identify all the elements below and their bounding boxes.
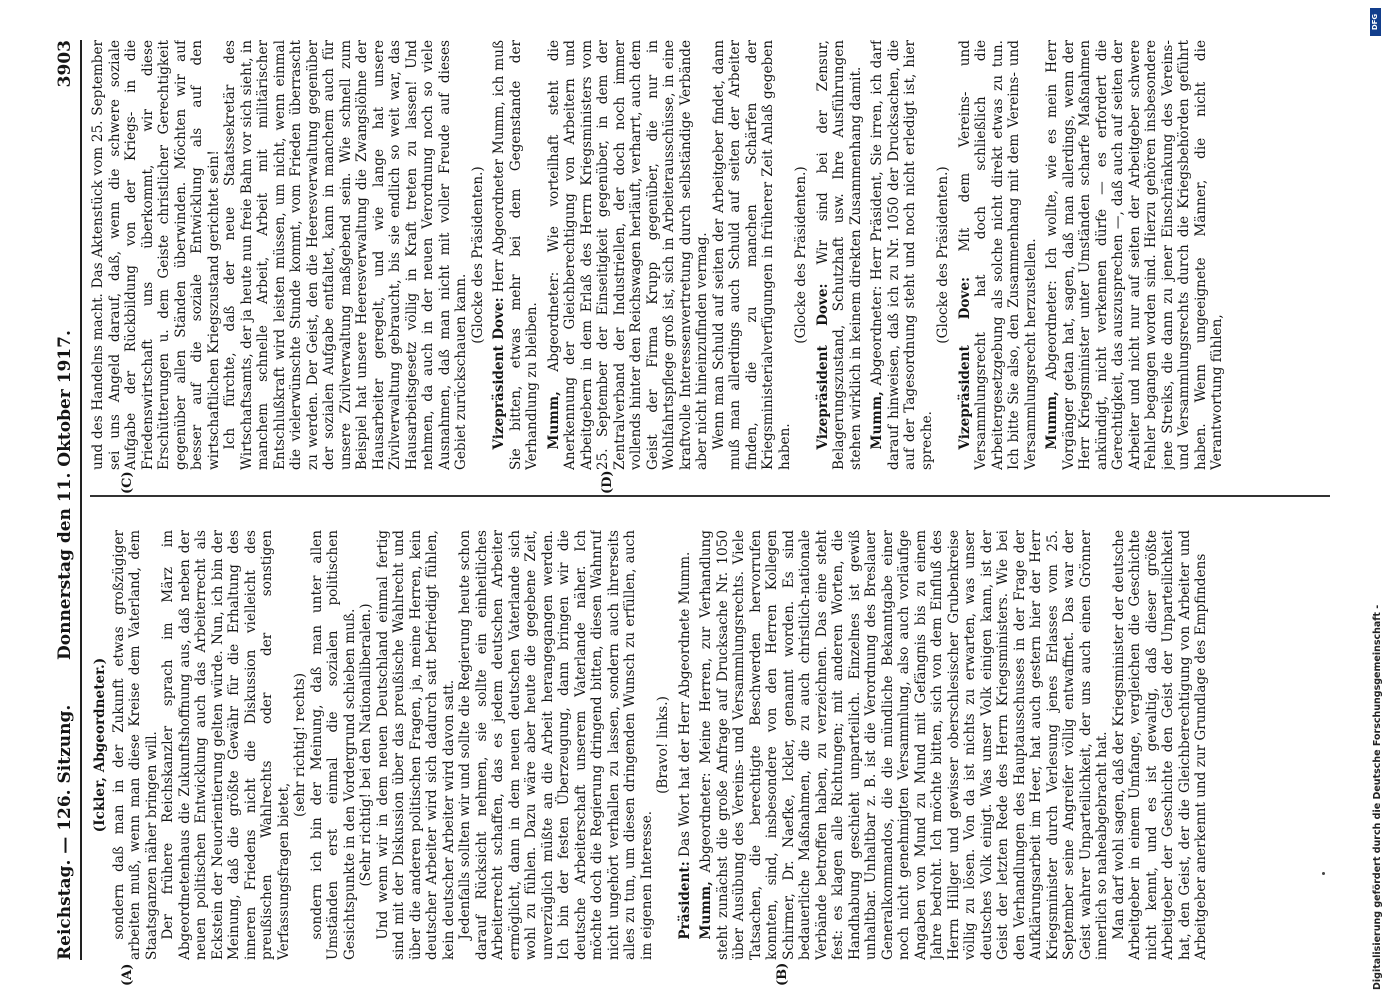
speech-text: Wir sind bei der Zensur, Belagerungszustand, Schutzhaft usw. Ihre Ausführungen stehen wirklich in keinem direkten Zusammenhang damit. (814, 40, 864, 470)
speech-text: Das Wort hat der Herr Abgeordnete Mumm. (676, 551, 693, 857)
speech-text: Abgeordneter: Herr Präsident, Sie irren, ich darf darauf hinweisen, daß ich zu Nr. 1050 der Drucksachen, die auf der Tagesordnung steht und noch nicht erledigt ist, hier spreche. (869, 40, 935, 470)
speaker-name: Vizepräsident Dove: (491, 297, 507, 450)
paragraph: Der frühere Reichskanzler sprach im März im Abgeordnetenhaus die Zukunftshoffnung aus, daß neben der neuen politischen Entwicklung auch das Arbeiterrecht als Eckstein der Neuorientierung gelten würde. Nun, ich bin der Meinung, daß die größte Gewähr für die Erhaltung des inneren Friedens nicht die Diskussion vielleicht des preußischen Wahlrechts oder der sonstigen Verfassungsfragen bietet, (160, 530, 292, 960)
speech-paragraph (491, 40, 541, 470)
paragraph: Ich fürchte, daß der neue Staatssekretär des Wirtschaftsamts, der ja heute nun freie Bahn vor sich sieht, in manchem schnelle Arbeit, Arbeit mit militärischer Entschlußkraft wird leisten müssen, um nicht, wenn einmal die vielerwünschte Stunde kommt, vom Frieden überrascht zu werden. Der Geist, den die Heeresverwaltung gegenüber der sozialen Aufgabe entfaltet, kann in manchem auch für unsere Zivilverwaltung maßgebend sein. Wie schnell zum Beispiel hat unsere Heeresverwaltung die Zwangslöhne der Hausarbeiter geregelt, und wie lange hat unsere Zivilverwaltung gebraucht, bis sie endlich so weit war, das Hausarbeitsgesetz völlig in Kraft treten zu lassen! Und nehmen, da auch in der neuen Verordnung noch so viele Ausnahmen, daß man nicht mit voller Freude auf dieses Gebiet zurückschauen kann. (222, 40, 469, 470)
margin-marker-b: (B) (775, 962, 790, 986)
speaker-name: Präsident: (676, 861, 693, 940)
left-column (90, 530, 1330, 960)
page-header (50, 40, 80, 960)
paragraph: sondern daß man in der Zukunft etwas großzügiger arbeiten muß, wenn man diese Kreise dem Vaterland, dem Staatsganzen näher bringen will. (110, 530, 160, 960)
digitisation-credit: Digitalisierung gefördert durch die Deutsche Forschungsgemeinschaft - (1372, 604, 1383, 990)
speech-paragraph (957, 40, 1040, 470)
paragraph: und des Handelns macht. Das Aktenstück vom 25. September sei uns Angeld darauf, daß, wenn die schwere soziale Aufgabe der Rückbildung von der Kriegs- in die Friedenswirtschaft uns überkommt, wir diese Erschütterungen u. dem Geiste christlicher Gerechtigkeit gegenüber allen Ständen überwinden. Möchten wir auf besser auf die soziale Entwicklung als auf den wirtschaftlichen Kriegszustand gerichtet sein! (90, 40, 222, 470)
speech-paragraph (1044, 40, 1226, 470)
interjection: (Bravo! links.) (655, 696, 671, 794)
dfg-logo (1370, 8, 1381, 36)
speaker-name: Mumm, (698, 881, 714, 940)
margin-marker-a: (A) (120, 963, 135, 986)
speaker-note: (Ickler, Abgeordneter.) (92, 657, 108, 833)
paragraph: Man darf wohl sagen, daß der Kriegsminister der deutsche Arbeitgeber in einem Umfange, vergleichen die Geschichte nicht kennt, und es ist gewaltig, daß dieser größte Arbeitgeber der Geschichte den Geist der Unparteilichkeit hat, den Geist, der die Gleichberechtigung von Arbeiter und Arbeitgeber anerkennt und zur Grundlage des Empfindens (1110, 530, 1209, 960)
speech-paragraph (869, 40, 935, 470)
right-column (90, 40, 1330, 470)
paragraph: sondern ich bin der Meinung, daß man unter allen Umständen erst einmal die sozialen politischen Gesichtspunkte in den Vordergrund schieben muß. (308, 530, 358, 960)
speech-text: Herr Abgeordneter Mumm, ich muß Sie bitten, etwas mehr bei dem Gegenstande der Verhandlung zu bleiben. (491, 40, 540, 470)
margin-marker-c: (C) (120, 471, 135, 494)
speech-text: Abgeordneter: Meine Herren, zur Verhandlung steht zunächst die große Anfrage auf Drucksache Nr. 1050 über Ausübung des Vereins- und Versammlungsrechts. Viele Tatsachen, die berechtigte Beschwerden hervorrufen konnten, sind, insbesondere von den Herren Kollegen Schirmer, Dr. Naefke, Ickler, genannt worden. Es sind bedauerliche Maßnahmen, die zu auch christlich-nationale Verbände betroffen haben, zu verzeichnen. Das eine steht fest: es klagen alle Richtungen; mit anderen Worten, die Handhabung geschieht unparteilich. Einzelnes ist gewiß unhaltbar. Unhaltbar z. B. ist die Verordnung des Breslauer Generalkommandos, die die mündliche Bekanntgabe einer noch nicht genehmigten Versammlung, also auch vorläufige Angaben von Mund zu Mund mit Gefängnis bis zu einem Jahre bedroht. Ich möchte bitten, sich von dem Einfluß des Herrn Hillger und gewisser oberschlesischer Grubenkreise völlig zu lösen. Von da ist nichts zu erwarten, was unser deutsches Volk einigt. Was unser Volk einigen kann, ist der Geist der letzten Rede des Herrn Kriegsministers. Wie bei den Verhandlungen des Hauptausschusses in der Frage der Aufklärungsarbeit im Heer, hat auch gestern hier der Herr Kriegsminister durch Verlesung jenes Erlasses vom 25. September seine Angreifer völlig entwaffnet. Das war der Geist wahrer Unparteilichkeit, der uns auch einen Grönner innerlich so naheabgebracht hat. (698, 530, 1110, 960)
interjection: (Glocke des Präsidenten.) (793, 166, 809, 344)
header-session: Reichstag. — 126. Sitzung. (55, 704, 75, 960)
interjection: (Glocke des Präsidenten.) (469, 166, 486, 344)
speaker-name: Vizepräsident Dove: (956, 276, 973, 450)
speech-paragraph (815, 40, 865, 470)
speech-text: Abgeordneter: Ich wollte, wie es mein Herr Vorgänger getan hat, sagen, daß man allerdings, wenn der Herr Kriegsminister unter Umständen scharfe Maßnahmen ankündigt, nicht verkennen dürfe — es erfordert die Gerechtigkeit, das auszusprechen —, daß auch auf seiten der Arbeiter und nicht nur auf seiten der Arbeitgeber schwere Fehler begangen worden sind. Hierzu gehören insbesondere jene Streiks, die dann zu jener Einschränkung des Vereins- und Versammlungsrechts durch die Kriegsbehörden geführt haben. Wenn ungeeignete Männer, die nicht die Verantwortung fühlen, (1044, 40, 1225, 470)
speech-text: Mit dem Vereins- und Versammlungsrecht hat doch schließlich die Arbeitergesetzgebung als solche nicht direkt etwas zu tun. Ich bitte Sie also, den Zusammenhang mit dem Vereins- und Versammlungsrecht herzustellen. (956, 40, 1039, 470)
speech-text: Abgeordneter: Wie vorteilhaft steht die Anerkennung der Gleichberechtigung von Arbeitern und Arbeitgebern in dem Erlaß des Herrn Kriegsministers vom 25. September der Einseitigkeit gegenüber, in dem der Zentralverband der Industriellen, der doch noch immer vollends hinter den Reichswagen herläuft, verharrt, auch dem Geist der Firma Krupp gegenüber, die nur in Wohlfahrtspflege groß ist, sich in Arbeiterausschüsse, in eine kraftvolle Interessenvertretung durch selbständige Verbände aber nicht hineinzufinden vermag. (545, 40, 710, 470)
interjection: (Sehr richtig! bei den Nationalliberalen.) (358, 603, 374, 887)
paragraph: Jedenfalls sollten wir und sollte die Regierung heute schon darauf Rücksicht nehmen, sie sollte ein einheitliches Arbeiterrecht schaffen, das es jedem deutschen Arbeiter ermöglicht, dann in dem neuen deutschen Vaterlande sich wohl zu fühlen. Dazu wäre aber heute die gegebene Zeit, unverzüglich müßte an die Arbeit herangegangen werden. Ich bin der festen Überzeugung, dann bringen wir die deutsche Arbeiterschaft unserem Vaterlande näher. Ich möchte doch die Regierung dringend bitten, diesen Wahnruf nicht ungehört verhallen zu lassen, sondern auch ihrerseits alles zu tun, um diesen dringenden Wunsch zu erfüllen, auch im eigenen Interesse. (457, 530, 655, 960)
scan-speck (1322, 872, 1325, 875)
speaker-name: Vizepräsident Dove: (814, 283, 831, 450)
interjection: (Glocke des Präsidenten.) (935, 166, 951, 344)
speaker-name: Mumm, (869, 391, 885, 450)
speaker-name: Mumm, (545, 391, 562, 450)
speech-paragraph (546, 40, 711, 470)
speaker-name: Mumm, (1044, 391, 1060, 450)
interjection: (sehr richtig! rechts) (292, 672, 308, 818)
margin-marker-d: (D) (600, 470, 615, 494)
newspaper-page (50, 40, 1340, 986)
header-page-number: 3903 (55, 40, 75, 88)
column-divider (90, 496, 1330, 498)
speech-paragraph (698, 530, 1111, 960)
dfg-logo-text: DFG (1371, 13, 1380, 31)
paragraph: Wenn man Schuld auf seiten der Arbeitgeber findet, dann muß man allerdings auch Schuld auf seiten der Arbeiter finden, die zu manchen Schärfen der Kriegsministerialverfügungen in früherer Zeit Anlaß gegeben haben. (710, 40, 793, 470)
header-date: Donnerstag den 11. Oktober 1917. (55, 330, 75, 660)
speech-paragraph (677, 530, 694, 960)
header-rule (80, 40, 82, 960)
paragraph: Und wenn wir in dem neuen Deutschland einmal fertig sind mit der Diskussion über das preußische Wahlrecht und über die anderen politischen Fragen, ja, meine Herren, kein deutscher Arbeiter wird sich dadurch satt befriedigt fühlen, kein deutscher Arbeiter wird davon satt. (374, 530, 457, 960)
